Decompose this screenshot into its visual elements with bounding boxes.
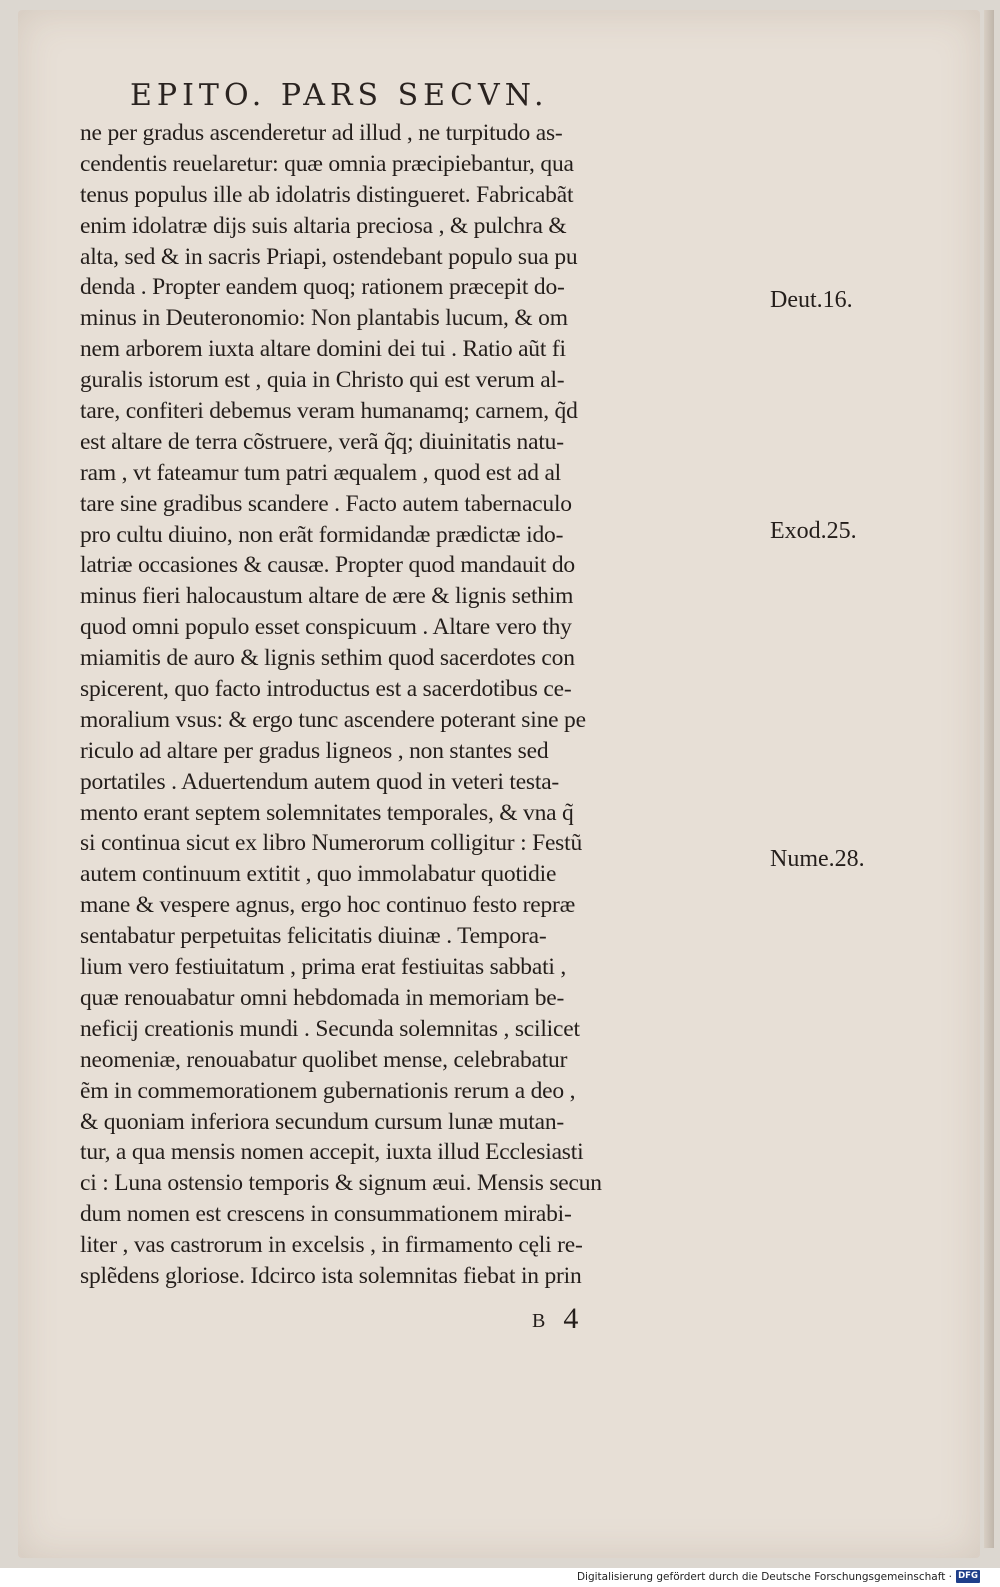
text-line: nem arborem iuxta altare domini dei tui . Ratio aũt fi (80, 336, 566, 363)
signature-number: 4 (563, 1302, 579, 1335)
dfg-logo-icon: DFG (956, 1570, 980, 1583)
text-line: tenus populus ille ab idolatris distingueret. Fabricabãt (80, 181, 574, 208)
text-line: alta, sed & in sacris Priapi, ostendebant populo sua pu (80, 243, 578, 270)
text-line: ẽm in commemorationem gubernationis rerum a deo , (80, 1077, 576, 1104)
running-head: EPITO. PARS SECVN. (130, 78, 549, 113)
text-line: ne per gradus ascenderetur ad illud , ne turpitudo as- (80, 120, 563, 146)
text-line: liter , vas castrorum in excelsis , in firmamento cęli re- (80, 1232, 583, 1259)
text-line: cendentis reuelaretur: quæ omnia præcipiebantur, qua (80, 150, 574, 177)
signature-letter: B (532, 1309, 546, 1332)
text-line: tare, confiteri debemus veram humanamq; carnem, q̃d (80, 398, 578, 425)
body-text (80, 118, 770, 1292)
text-line: latriæ occasiones & causæ. Propter quod mandauit do (80, 552, 575, 579)
signature-mark (532, 1302, 578, 1336)
text-line: mento erant septem solemnitates temporales, & vna q̃ (80, 799, 574, 826)
text-line: minus fieri halocaustum altare de ære & lignis sethim (80, 583, 574, 610)
text-line: dum nomen est crescens in consummationem mirabi- (80, 1201, 572, 1228)
text-line: riculo ad altare per gradus ligneos , non stantes sed (80, 737, 549, 764)
margin-note-exod: Exod.25. (770, 518, 857, 544)
text-line: denda . Propter eandem quoq; rationem præcepit do- (80, 274, 565, 301)
text-line: sentabatur perpetuitas felicitatis diuinæ . Tempora- (80, 923, 547, 950)
text-line: enim idolatræ dijs suis altaria preciosa , & pulchra & (80, 212, 567, 239)
text-line: est altare de terra cõstruere, verã q̃q; diuinitatis natu- (80, 428, 564, 455)
footer-credit: Digitalisierung gefördert durch die Deutsche Forschungsgemeinschaft · (576, 1571, 952, 1583)
text-line: tare sine gradibus scandere . Facto autem tabernaculo (80, 490, 572, 517)
text-line: lium vero festiuitatum , prima erat festiuitas sabbati , (80, 954, 567, 981)
text-line: autem continuum extitit , quo immolabatur quotidie (80, 861, 557, 888)
text-line: portatiles . Aduertendum autem quod in veteri testa- (80, 768, 560, 795)
text-line: quæ renouabatur omni hebdomada in memoriam be- (80, 984, 565, 1011)
text-line: neficij creationis mundi . Secunda solemnitas , scilicet (80, 1015, 580, 1042)
margin-note-nume: Nume.28. (770, 846, 865, 872)
text-line: tur, a qua mensis nomen accepit, iuxta illud Ecclesiasti (80, 1139, 584, 1166)
text-line: ci : Luna ostensio temporis & signum æui. Mensis secun (80, 1170, 602, 1197)
text-line: miamitis de auro & lignis sethim quod sacerdotes con (80, 645, 575, 672)
text-line: quod omni populo esset conspicuum . Altare vero thy (80, 614, 572, 641)
text-line: minus in Deuteronomio: Non plantabis lucum, & om (80, 305, 568, 332)
text-line: splẽdens gloriose. Idcirco ista solemnitas fiebat in prin (80, 1262, 582, 1289)
text-line: & quoniam inferiora secundum cursum lunæ mutan- (80, 1108, 564, 1135)
text-line: spicerent, quo facto introductus est a sacerdotibus ce- (80, 676, 572, 703)
page-edge (984, 10, 994, 1548)
text-line: pro cultu diuino, non erãt formidandæ prædictæ ido- (80, 521, 564, 548)
text-line: mane & vespere agnus, ergo hoc continuo festo repræ (80, 892, 576, 919)
text-line: neomeniæ, renouabatur quolibet mense, celebrabatur (80, 1046, 568, 1073)
text-line: si continua sicut ex libro Numerorum colligitur : Festũ (80, 830, 583, 857)
text-line: ram , vt fateamur tum patri æqualem , quod est ad al (80, 459, 562, 486)
margin-note-deut: Deut.16. (770, 287, 853, 313)
text-line: moralium vsus: & ergo tunc ascendere poterant sine pe (80, 706, 586, 733)
text-line: guralis istorum est , quia in Christo qui est verum al- (80, 367, 565, 394)
